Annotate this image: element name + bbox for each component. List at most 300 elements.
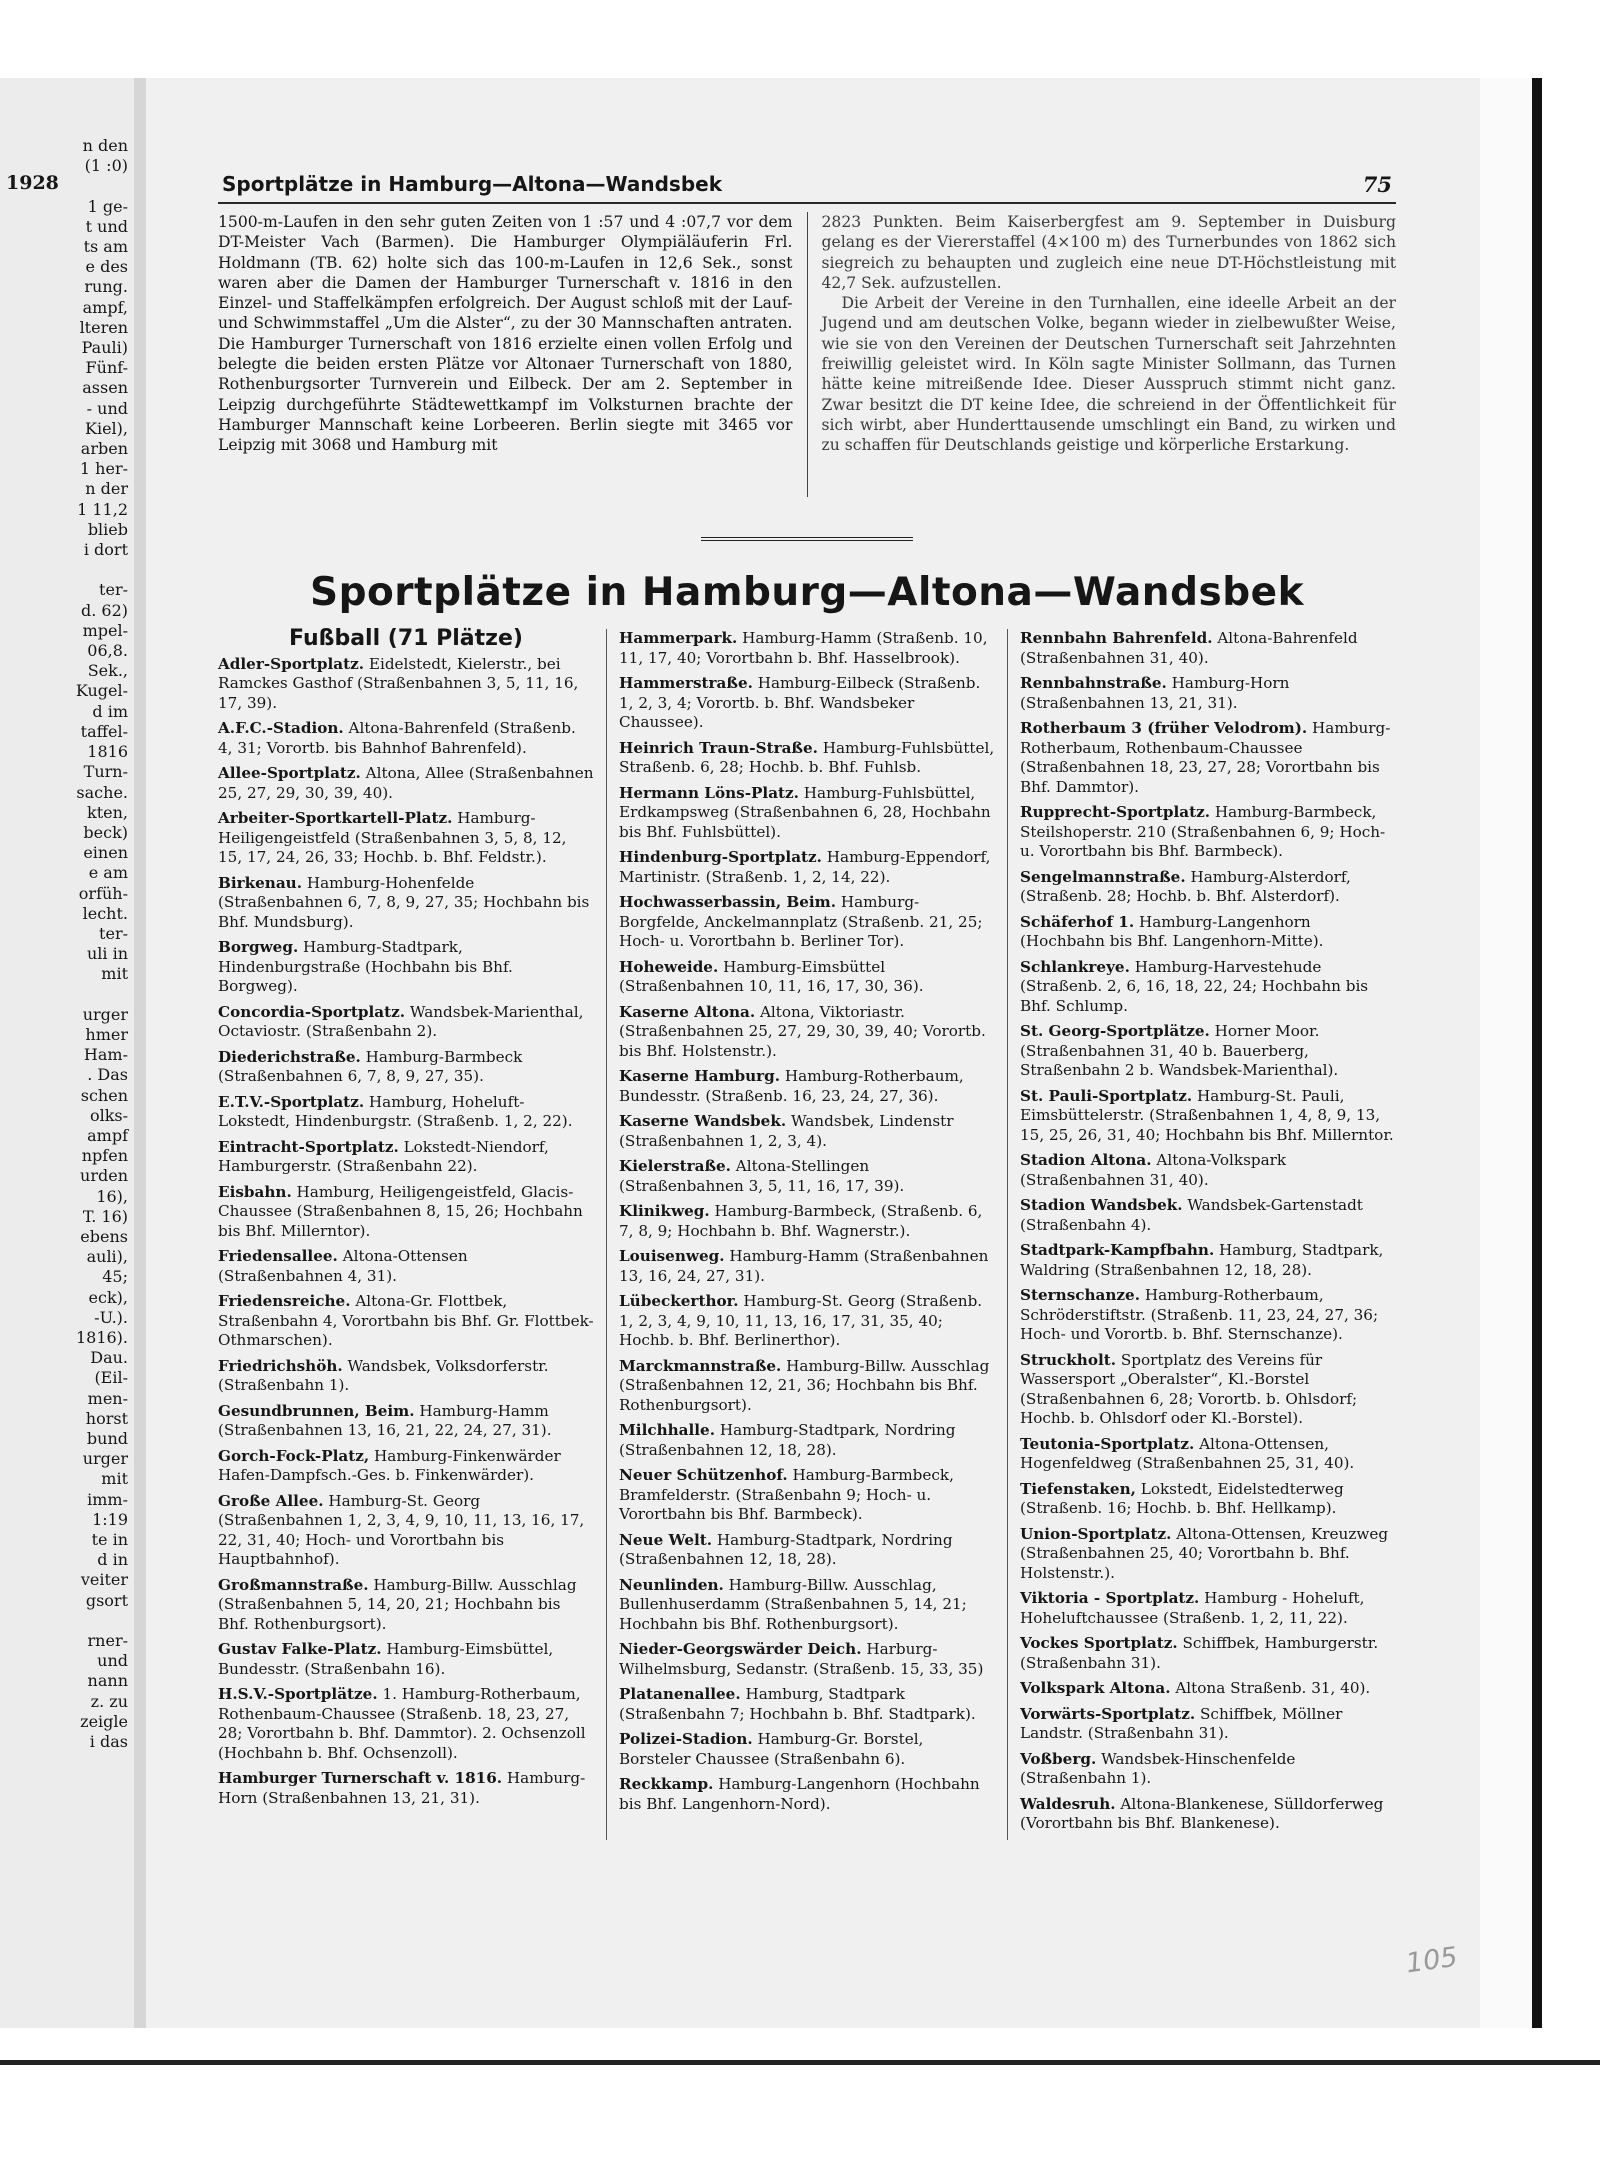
venue-entries-3 [1020,629,1396,1834]
venue-name: Volkspark Altona. [1020,1679,1171,1697]
venue-entry [1020,1351,1396,1429]
venue-name: Klinikweg. [619,1202,710,1220]
venue-entry [619,1112,995,1151]
venue-details: Hamburg-Billw. Ausschlag (Straßenbahnen 5, 14, 20, 21; Hochbahn bis Bhf. Rothenburgsort). [218,1575,577,1633]
venue-details: Hamburg, Stadtpark, Waldring (Straßenbahnen 12, 18, 28). [1020,1241,1384,1279]
venue-entry [1020,1634,1396,1673]
venue-details: 1. Hamburg-Rotherbaum, Rothenbaum-Chaussee (Straßenb. 18, 23, 27, 28; Vorortbahn b. Bhf. Dammtor). 2. Ochsenzoll (Hochbahn b. Bhf. Ochsenzoll). [218,1685,586,1762]
venue-entry [619,1247,995,1286]
venue-column-2 [606,629,1007,1840]
previous-page-line: n den [82,136,128,155]
venue-name: Gorch-Fock-Platz, [218,1446,370,1465]
section-heading: Fußball (71 Plätze) [289,626,523,651]
venue-entry [1020,1286,1396,1345]
venue-name: E.T.V.-Sportplatz. [218,1092,365,1111]
previous-page-line: imm- [87,1489,128,1509]
venue-entry [1020,1022,1396,1081]
previous-page-line: orfüh- [78,883,128,903]
previous-page-line: i das [89,1732,128,1752]
venue-name: Nieder-Georgswärder Deich. [619,1640,862,1658]
previous-page-line: lteren [79,317,128,337]
venue-entry [619,1685,995,1724]
previous-page-line: T. 16) [82,1206,128,1226]
previous-page-line: i dort [83,540,128,560]
running-title: Sportplätze in Hamburg—Altona—Wandsbek [222,172,722,196]
previous-page-line: kten, [87,802,128,822]
previous-page-line: mit [101,1469,128,1489]
previous-page-line: ampf [87,1125,128,1145]
previous-page-line: ts am [83,237,128,257]
venue-details: Wandsbek-Marienthal, Octaviostr. (Straßenbahn 2). [218,1002,584,1040]
previous-page-line: - und [86,398,128,418]
venue-name: Große Allee. [218,1491,324,1510]
venue-details: Altona, Allee (Straßenbahnen 25, 27, 29, 30, 39, 40). [218,764,594,802]
previous-page-line: urden [80,1166,128,1186]
venue-name: Hermann Löns-Platz. [619,783,799,802]
previous-page-line: mpel- [82,620,128,640]
previous-page-line: ter- [99,580,128,600]
previous-page-line: olks- [89,1105,128,1125]
previous-page-line: 1 her- [79,459,128,479]
venue-details: Wandsbek, Volksdorferstr. (Straßenbahn 1). [218,1356,549,1394]
venue-name: Adler-Sportplatz. [218,654,365,673]
venue-entry [619,629,995,668]
previous-page-line: d im [92,701,128,721]
venue-name: St. Pauli-Sportplatz. [1020,1086,1193,1105]
venue-details: Hamburg, Stadtpark (Straßenbahn 7; Hochbahn b. Bhf. Stadtpark). [619,1685,976,1723]
previous-page-line: sache. [76,782,128,802]
venue-details: Hamburg-Rotherbaum, Rothenbaum-Chaussee (Straßenbahnen 18, 23, 27, 28; Vorortbahn bis Bhf. Dammtor). [1020,719,1391,796]
venue-name: Vockes Sportplatz. [1020,1634,1178,1652]
venue-name: Kaserne Hamburg. [619,1067,781,1085]
venue-entry [619,958,995,997]
previous-page-line: npfen [81,1146,128,1166]
venue-entry [218,1048,594,1087]
previous-page-line [2,985,128,1005]
venue-entries-2 [619,629,995,1814]
article-right-paragraph-1: 2823 Punkten. Beim Kaiserbergfest am 9. September in Duisburg gelang es der Viererstaffel (4×100 m) des Turnerbundes von 1862 sich siegreich zu behaupten und zugleich eine neue DT-Höchstleistung mit 42,7 Sek. aufzustellen. [821,213,1396,292]
venue-details: Hamburg-Stadtpark, Nordring (Straßenbahnen 12, 18, 28). [619,1530,953,1568]
running-header [218,168,1396,204]
page [146,78,1480,2028]
venue-name: Louisenweg. [619,1247,725,1265]
article-continuation [218,212,1396,497]
venue-details: Hamburg-Barmbeck, Steilshoperstr. 210 (Straßenbahnen 6, 9; Hoch- u. Vorortbahn bis Bhf. Barmbeck). [1020,803,1386,860]
venue-details: Schiffbek, Hamburgerstr. (Straßenbahn 31). [1020,1634,1379,1672]
venue-details: Altona-Bahrenfeld (Straßenb. 4, 31; Vorortb. bis Bahnhof Bahrenfeld). [218,719,576,757]
venue-name: Schlankreye. [1020,957,1130,976]
previous-page-text [2,136,128,1752]
previous-page-line: bund [86,1429,128,1448]
venue-column-3 [1007,629,1396,1840]
previous-page-line: (Eil- [94,1368,128,1388]
previous-page-line: d. 62) [80,600,128,620]
venue-name: Gustav Falke-Platz. [218,1640,382,1658]
previous-page-line: Fünf- [85,358,128,378]
previous-page-line: ampf, [82,297,128,317]
venue-entry [1020,1679,1396,1699]
venue-entry [1020,1750,1396,1789]
venue-details: Hamburg-Fuhlsbüttel, Straßenb. 6, 28; Hochb. b. Bhf. Fuhlsb. [619,738,995,776]
venue-details: Sportplatz des Vereins für Wassersport „Oberalster“, Kl.-Borstel (Straßenbahnen 6, 28; Vorortb. b. Ohlsdorf; Hochb. b. Ohlsdorf oder Kl.-Borstel). [1020,1350,1358,1427]
article-right-paragraph-2: Die Arbeit der Vereine in den Turnhallen, eine ideelle Arbeit an der Jugend und am deutschen Volke, begann wieder in zielbewußter Weise, wie sie von den Vereinen der Deutschen Turnerschaft seit Jahrzehnten freiwillig geleistet wird. In Köln sagte Minister Sollmann, das Turnen hätte keine mitreißende Idee. Dieser Ausspruch stimmt nicht ganz. Zwar besitzt die DT keine Idee, die schreiend in der Öffentlichkeit für sich wirbt, aber Hunderttausende umschlingt ein Band, zu wirken und zu schaffen für Deutschlands geistige und körperliche Erstarkung. [821,294,1396,455]
venue-details: Wandsbek-Hinschenfelde (Straßenbahn 1). [1020,1749,1296,1787]
venue-entries-1 [218,655,594,1809]
previous-page-line: e des [85,257,128,277]
previous-page-line: und [97,1651,128,1671]
venue-name: Concordia-Sportplatz. [218,1002,406,1021]
page-number: 75 [1362,172,1392,197]
venue-entry [218,1292,594,1351]
article-left-column [218,212,808,497]
venue-details: Wandsbek-Gartenstadt (Straßenbahn 4). [1020,1196,1363,1234]
venue-entry [218,1640,594,1679]
venue-details: Hamburg-Billw. Ausschlag (Straßenbahnen 12, 21, 36; Hochbahn bis Bhf. Rothenburgsort). [619,1356,990,1414]
venue-details: Hamburg-St. Georg (Straßenbahnen 1, 2, 3, 4, 9, 10, 11, 13, 16, 17, 22, 31, 40; Hoch- und Vorortbahn bis Hauptbahnhof). [218,1491,585,1568]
venue-column-1 [218,626,606,1840]
venue-details: Harburg-Wilhelmsburg, Sedanstr. (Straßenb. 15, 33, 35) [619,1640,984,1678]
venue-name: Hindenburg-Sportplatz. [619,848,822,866]
venue-name: Sengelmannstraße. [1020,867,1186,886]
section-separator [701,537,913,544]
previous-page-line: Kiel), [85,418,128,438]
venue-details: Hamburg, Hoheluft-Lokstedt, Hindenburgstr. (Straßenb. 1, 2, 22). [218,1092,573,1130]
venue-name: Heinrich Traun-Straße. [619,738,818,757]
venue-entry [619,1421,995,1460]
venue-details: Lokstedt, Eidelstedterweg (Straßenb. 16; Hochb. b. Bhf. Hellkamp). [1020,1479,1344,1517]
venue-details: Hamburg-Eimsbüttel, Bundesstr. (Straßenbahn 16). [218,1640,554,1678]
previous-page-line: Pauli) [81,338,128,358]
previous-page-line: 1:19 [92,1509,128,1529]
venue-details: Altona-Gr. Flottbek, Straßenbahn 4, Vorortbahn bis Bhf. Gr. Flottbek-Othmarschen). [218,1292,594,1349]
venue-details: Schiffbek, Möllner Landstr. (Straßenbahn 31). [1020,1704,1343,1742]
venue-details: Hamburg - Hoheluft, Hoheluftchaussee (Straßenb. 1, 2, 11, 22). [1020,1589,1365,1627]
venue-name: St. Georg-Sportplätze. [1020,1022,1210,1040]
venue-name: Eisbahn. [218,1182,292,1201]
venue-entry [619,1775,995,1814]
page-content [218,168,1396,1840]
venue-entry [218,1402,594,1441]
venue-name: Union-Sportplatz. [1020,1524,1172,1543]
venue-name: Polizei-Stadion. [619,1730,753,1748]
previous-page-line: t und [85,216,128,236]
venue-details: Altona-Bahrenfeld (Straßenbahnen 31, 40). [1020,629,1358,667]
previous-page-line [2,176,128,196]
previous-page-line: Sek., [87,661,128,681]
previous-page-line: Turn- [83,762,128,782]
venue-details: Hamburg-Eilbeck (Straßenb. 1, 2, 3, 4; Vorortb. b. Bhf. Wandsbeker Chaussee). [619,674,981,731]
venue-entry [619,1576,995,1635]
venue-details: Hamburg-Hamm (Straßenb. 10, 11, 17, 40; Vorortbahn b. Bhf. Hasselbrook). [619,629,988,667]
venue-details: Lokstedt-Niendorf, Hamburgerstr. (Straßenbahn 22). [218,1137,549,1175]
venue-details: Hamburg-Eimsbüttel (Straßenbahnen 10, 11, 16, 17, 30, 36). [619,957,924,995]
venue-name: Neuer Schützenhof. [619,1466,788,1484]
venue-entry [218,1093,594,1132]
venue-entry [1020,1151,1396,1190]
venue-entry [619,1003,995,1062]
venue-name: Stadion Altona. [1020,1151,1152,1169]
venue-details: Hamburg-Rotherbaum, Bundesstr. (Straßenb. 16, 23, 24, 27, 36). [619,1067,964,1105]
venue-entry [1020,913,1396,952]
venue-entry [1020,1087,1396,1146]
previous-page-line: . Das [87,1065,128,1085]
venue-entry [619,1730,995,1769]
venue-details: Hamburg-Stadtpark, Nordring (Straßenbahnen 12, 18, 28). [619,1421,956,1459]
venue-details: Altona, Viktoriastr. (Straßenbahnen 25, 27, 29, 30, 39, 40; Vorortb. bis Bhf. Holstenstr.). [619,1002,986,1060]
previous-page-line: hmer [85,1024,128,1044]
venue-name: Viktoria - Sportplatz. [1020,1589,1200,1607]
venue-name: Neunlinden. [619,1575,724,1594]
venue-entry [619,1157,995,1196]
previous-page-line: d in [97,1550,128,1570]
venue-name: Rotherbaum 3 (früher Velodrom). [1020,719,1308,737]
venue-entry [218,938,594,997]
venue-details: Hamburg-Gr. Borstel, Borsteler Chaussee (Straßenbahn 6). [619,1730,924,1768]
venue-name: Vorwärts-Sportplatz. [1020,1704,1196,1723]
venue-name: Platanenallee. [619,1685,741,1703]
venue-name: Kielerstraße. [619,1157,731,1175]
venue-details: Hamburg-Hamm (Straßenbahnen 13, 16, 21, 22, 24, 27, 31). [218,1401,552,1439]
venue-details: Hamburg-Barmbeck, Bramfelderstr. (Straßenbahn 9; Hoch- u. Vorortbahn bis Bhf. Barmbeck). [619,1466,954,1523]
previous-page-line: blieb [87,519,128,539]
venue-details: Eidelstedt, Kielerstr., bei Ramckes Gasthof (Straßenbahnen 3, 5, 11, 16, 17, 39). [218,654,579,712]
previous-page-line: n der [85,479,128,499]
previous-page-line: -U.). [94,1307,128,1327]
previous-page-line: 1 ge- [87,196,128,216]
venue-details: Hamburg-Langenhorn (Hochbahn bis Bhf. Langenhorn-Nord). [619,1775,980,1813]
venue-details: Hamburg-Stadtpark, Hindenburgstraße (Hochbahn bis Bhf. Borgweg). [218,938,513,995]
venue-entry [218,874,594,933]
main-title: Sportplätze in Hamburg—Altona—Wandsbek [310,570,1304,615]
venue-entry [1020,1241,1396,1280]
venue-name: Friedensallee. [218,1247,338,1265]
venue-details: Altona-Ottensen, Kreuzweg (Straßenbahnen 25, 40; Vorortbahn b. Bhf. Holstenstr.). [1020,1524,1389,1582]
venue-name: Borgweg. [218,938,299,956]
article-right-column [808,212,1397,497]
venue-entry [1020,958,1396,1017]
venue-entry [218,1003,594,1042]
venue-list [218,626,1396,1840]
venue-details: Hamburg-St. Pauli, Eimsbüttelerstr. (Straßenbahnen 1, 4, 8, 9, 13, 15, 25, 26, 31, 40; Hochbahn bis Bhf. Millerntor. [1020,1086,1394,1144]
handwritten-page-note: 105 [1404,1941,1460,1980]
venue-details: Hamburg-Fuhlsbüttel, Erdkampsweg (Straßenbahnen 6, 28, Hochbahn bis Bhf. Fuhlsbüttel). [619,783,991,841]
venue-entry [1020,1795,1396,1834]
previous-page-line: urger [82,1004,128,1024]
previous-page-line: 16), [96,1186,128,1206]
previous-page-line: eck), [88,1287,128,1307]
venue-details: Altona-Blankenese, Sülldorferweg (Vorortbahn bis Bhf. Blankenese). [1020,1794,1384,1832]
venue-name: Allee-Sportplatz. [218,764,361,782]
venue-details: Hamburg-Alsterdorf, (Straßenb. 28; Hochb. b. Bhf. Alsterdorf). [1020,867,1351,905]
previous-page-line: 1816). [75,1327,128,1347]
venue-entry [1020,803,1396,862]
previous-page-line: men- [87,1388,128,1408]
previous-page-line [2,560,128,580]
previous-page-line: z. zu [90,1691,128,1711]
venue-name: Hoheweide. [619,957,719,976]
previous-page-line: assen [82,378,128,398]
venue-name: Großmannstraße. [218,1575,369,1594]
venue-details: Hamburg-Barmbeck (Straßenbahnen 6, 7, 8, 9, 27, 35). [218,1047,523,1085]
previous-page-line: rung. [84,277,128,297]
venue-name: Rennbahn Bahrenfeld. [1020,629,1213,647]
venue-entry [218,1576,594,1635]
venue-name: Hamburger Turnerschaft v. 1816. [218,1769,503,1787]
venue-name: Rennbahnstraße. [1020,674,1167,692]
venue-entry [619,1202,995,1241]
venue-name: Stadion Wandsbek. [1020,1196,1183,1214]
venue-name: Voßberg. [1020,1749,1097,1768]
venue-details: Hamburg-Hamm (Straßenbahnen 13, 16, 24, 27, 31). [619,1247,989,1285]
venue-entry [218,655,594,714]
previous-page-line: nann [87,1671,128,1691]
venue-entry [619,784,995,843]
previous-page-line: veiter [80,1570,128,1590]
previous-page-line: auli), [86,1247,128,1267]
venue-name: Sternschanze. [1020,1286,1140,1304]
venue-name: Arbeiter-Sportkartell-Platz. [218,809,453,827]
previous-page-line: schen [80,1085,128,1105]
book-gutter [134,78,146,2028]
venue-name: Kaserne Altona. [619,1002,756,1021]
previous-page-line: (1 :0) [84,156,128,176]
previous-page-line: Dau. [90,1348,128,1368]
venue-name: Waldesruh. [1020,1794,1116,1813]
venue-name: Hammerstraße. [619,674,753,692]
previous-page-line: ter- [99,923,128,943]
venue-details: Hamburg-St. Georg (Straßenb. 1, 2, 3, 4, 9, 10, 11, 13, 16, 17, 31, 35, 40; Hochb. b. Bhf. Berlinerthor). [619,1292,983,1349]
venue-entry [218,1447,594,1486]
venue-entry [1020,1435,1396,1474]
page-margin-right [1480,78,1532,2028]
venue-details: Hamburg-Billw. Ausschlag, Bullenhuserdamm (Straßenbahnen 5, 14, 21; Hochbahn bis Bhf. Rothenburgsort). [619,1575,967,1633]
venue-entry [218,1247,594,1286]
venue-entry [619,1067,995,1106]
venue-entry [1020,719,1396,797]
venue-entry [619,1466,995,1525]
previous-page-line: e am [88,863,128,883]
venue-details: Hamburg-Finkenwärder Hafen-Dampfsch.-Ges. b. Finkenwärder). [218,1446,561,1484]
venue-details: Hamburg-Harvestehude (Straßenb. 2, 6, 16, 18, 22, 24; Hochbahn bis Bhf. Schlump. [1020,957,1369,1015]
venue-name: Reckkamp. [619,1775,714,1793]
venue-details: Hamburg-Horn (Straßenbahnen 13, 21, 31). [218,1769,586,1807]
venue-entry [619,674,995,733]
previous-page-line: te in [91,1530,128,1550]
previous-page-edge [0,78,136,2028]
previous-page-line: 1816 [87,742,128,762]
venue-details: Hamburg-Langenhorn (Hochbahn bis Bhf. Langenhorn-Mitte). [1020,912,1324,950]
venue-entry [619,893,995,952]
venue-entry [619,1531,995,1570]
venue-name: Friedrichshöh. [218,1356,343,1375]
venue-details: Wandsbek, Lindenstr (Straßenbahnen 1, 2, 3, 4). [619,1112,954,1150]
venue-details: Hamburg-Rotherbaum, Schröderstiftstr. (Straßenb. 11, 23, 24, 27, 36; Hoch- und Vorortb. b. Bhf. Sternschanze). [1020,1286,1379,1343]
venue-name: Milchhalle. [619,1421,716,1439]
venue-name: Teutonia-Sportplatz. [1020,1434,1195,1453]
venue-entry [218,1138,594,1177]
venue-entry [1020,1525,1396,1584]
previous-page-line: horst [85,1408,128,1428]
venue-details: Hamburg-Eppendorf, Martinistr. (Straßenb. 1, 2, 14, 22). [619,848,991,886]
venue-name: Kaserne Wandsbek. [619,1112,787,1130]
venue-name: Schäferhof 1. [1020,912,1135,931]
previous-page-line: mit [101,964,128,984]
venue-name: Eintracht-Sportplatz. [218,1137,399,1156]
venue-name: H.S.V.-Sportplätze. [218,1685,378,1703]
previous-page-line: uli in [86,944,128,964]
previous-page-line: beck) [83,822,128,842]
venue-entry [218,1183,594,1242]
venue-details: Hamburg-Borgfelde, Anckelmannplatz (Straßenb. 21, 25; Hoch- u. Vorortbahn b. Berliner Tor). [619,893,983,950]
venue-details: Hamburg-Horn (Straßenbahnen 13, 21, 31). [1020,674,1290,712]
venue-name: Lübeckerthor. [619,1292,739,1310]
venue-entry [619,848,995,887]
venue-details: Hamburg-Hohenfelde (Straßenbahnen 6, 7, 8, 9, 27, 35; Hochbahn bis Bhf. Mundsburg). [218,873,590,931]
venue-entry [218,719,594,758]
scan-border-right [1532,78,1542,2028]
venue-entry [619,1357,995,1416]
venue-entry [1020,1589,1396,1628]
venue-name: Tiefenstaken, [1020,1479,1136,1498]
venue-details: Altona-Ottensen, Hogenfeldweg (Straßenbahnen 25, 31, 40). [1020,1434,1355,1472]
venue-entry [1020,629,1396,668]
venue-name: Stadtpark-Kampfbahn. [1020,1241,1215,1259]
article-left-text: 1500-m-Laufen in den sehr guten Zeiten von 1 :57 und 4 :07,7 vor dem DT-Meister Vach (Barmen). Die Hamburger Olympiäläuferin Frl. Holdmann (TB. 62) holte sich das 100-m-Laufen in 12,6 Sek., sonst waren aber die Damen der Hamburger Turnerschaft v. 1816 in den Einzel- und Staffelkämpfen erfolgreich. Der August schloß mit der Lauf- und Schwimmstaffel „Um die Alster“, zu der 30 Mannschaften antraten. Die Hamburger Turnerschaft von 1816 erzielte einen vollen Erfolg und belegte die beiden ersten Plätze vor Altonaer Turnerschaft von 1880, Rothenburgsorter Turnverein und Eilbeck. Der am 2. September in Leipzig durchgeführte Städtewettkampf im Volksturnen brachte der Hamburger Mannschaft keine Lorbeeren. Berlin siegte mit 3465 vor Leipzig mit 3068 und Hamburg mit [218,213,793,455]
venue-entry [619,1292,995,1351]
venue-name: Gesundbrunnen, Beim. [218,1401,415,1420]
venue-name: A.F.C.-Stadion. [218,719,344,737]
venue-details: Altona-Stellingen (Straßenbahnen 3, 5, 11, 16, 17, 39). [619,1157,905,1195]
previous-page-line: rner- [87,1631,128,1651]
previous-page-line: Kugel- [75,681,128,701]
venue-entry [619,1640,995,1679]
venue-name: Rupprecht-Sportplatz. [1020,803,1211,821]
venue-details: Altona-Ottensen (Straßenbahnen 4, 31). [218,1247,468,1285]
venue-name: Hochwasserbassin, Beim. [619,893,837,911]
venue-name: Friedensreiche. [218,1292,351,1310]
previous-page-line: 45; [102,1267,128,1287]
previous-page-year: 1928 [6,172,59,194]
previous-page-line: 1 11,2 [77,499,128,519]
previous-page-line: taffel- [80,721,128,741]
previous-page-line: lecht. [82,903,128,923]
venue-details: Hamburg-Barmbeck, (Straßenb. 6, 7, 8, 9; Hochbahn b. Bhf. Wagnerstr.). [619,1202,983,1240]
venue-name: Struckholt. [1020,1350,1117,1369]
venue-details: Altona-Volkspark (Straßenbahnen 31, 40). [1020,1151,1287,1189]
previous-page-line: 06,8. [87,641,128,661]
venue-entry [218,1357,594,1396]
previous-page-line: arben [80,439,128,459]
venue-name: Birkenau. [218,873,303,892]
venue-details: Hamburg, Heiligengeistfeld, Glacis-Chaussee (Straßenbahnen 8, 15, 26; Hochbahn bis Bhf. Millerntor). [218,1182,583,1240]
venue-name: Diederichstraße. [218,1047,361,1066]
venue-entry [218,1685,594,1763]
venue-entry [1020,1705,1396,1744]
venue-entry [1020,674,1396,713]
previous-page-line: urger [82,1449,128,1469]
scan-border-bottom [0,2060,1600,2065]
venue-name: Marckmannstraße. [619,1356,782,1375]
previous-page-line: gsort [85,1590,128,1610]
venue-entry [218,1769,594,1808]
venue-entry [218,809,594,868]
venue-details: Horner Moor. (Straßenbahnen 31, 40 b. Bauerberg, Straßenbahn 2 b. Wandsbek-Marienthal). [1020,1022,1339,1079]
previous-page-line [2,1611,128,1631]
previous-page-line: ebens [80,1226,128,1246]
venue-entry [1020,1196,1396,1235]
venue-details: Altona Straßenb. 31, 40). [1170,1679,1371,1697]
venue-name: Hammerpark. [619,629,738,647]
